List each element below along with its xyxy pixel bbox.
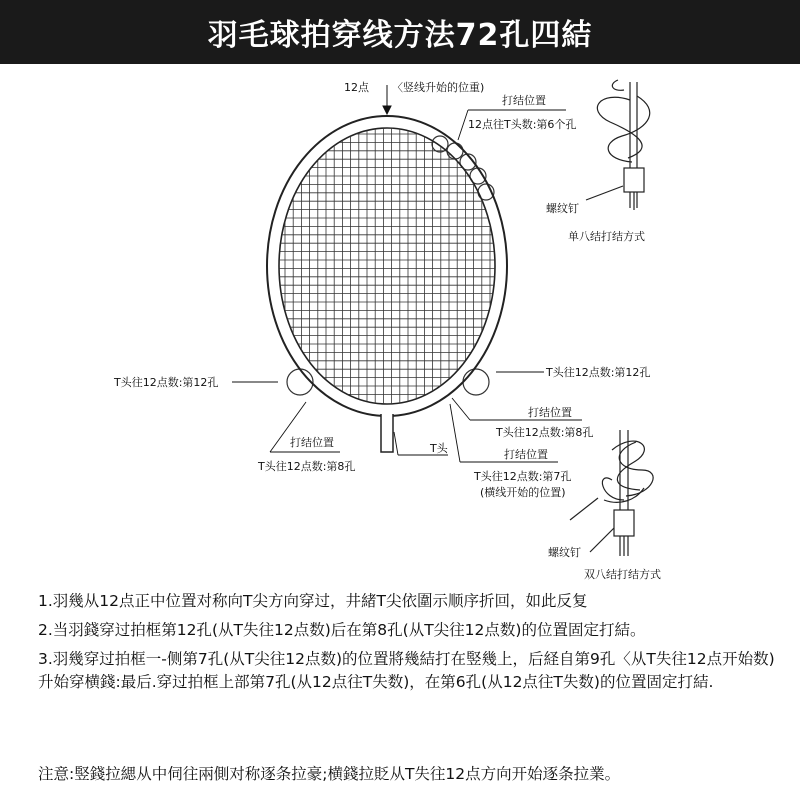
label-tie-bottom-note: (横线开始的位置) <box>480 486 566 499</box>
label-12-point: 12点 <box>344 81 369 94</box>
label-single-knot: 单八结打结方式 <box>568 230 645 243</box>
label-tie-bottom: 打结位置 <box>504 448 548 461</box>
label-screw-2: 螺纹钉 <box>548 546 581 559</box>
leader-tie-top <box>458 110 468 140</box>
label-screw-1: 螺纹钉 <box>546 202 579 215</box>
racket-head <box>267 116 507 452</box>
title-banner <box>0 0 800 64</box>
label-right-hole: T头往12点数:第12孔 <box>546 366 651 379</box>
single-knot-illustration <box>586 80 650 210</box>
page-title: 羽毛球拍穿线方法72孔四結 <box>207 18 593 53</box>
label-double-knot: 双八结打结方式 <box>584 568 661 581</box>
label-top-note: 〈竖线升始的位重) <box>392 81 485 94</box>
label-tie-right-hole: T头往12点数:第8孔 <box>496 426 594 439</box>
label-tie-left: 打结位置 <box>290 436 334 449</box>
instruction-2: 2.当羽錢穿过拍框第12孔(从T失往12点数)后在第8孔(从T尖往12点数)的位置固定打結。 <box>38 621 646 639</box>
frame-outer <box>267 116 507 416</box>
frame-inner <box>279 128 495 404</box>
instruction-1: 1.羽幾从12点正中位置对称向T尖方向穿过，井緒T尖依圍示顺序折回，如此反复 <box>38 592 588 610</box>
string-grid <box>275 120 500 410</box>
instruction-3: 3.羽幾穿过拍框一-侧第7孔(从T尖往12点数)的位置將幾結打在竪幾上，后経自第9孔〈从T失往12点开始数)升始穿横錢:最后.穿过拍框上部第7孔(从12点往T失数)，在第6孔(从12点往T失数)的位置固定打結. <box>38 650 775 691</box>
label-tie-top-hole: 12点往T头数:第6个孔 <box>468 118 577 131</box>
instructions <box>38 590 778 700</box>
label-tie-right: 打结位置 <box>528 406 572 419</box>
label-left-hole: T头往12点数:第12孔 <box>114 376 219 389</box>
label-tie-bottom-hole: T头往12点数:第7孔 <box>474 470 572 483</box>
leader-tie-bottom <box>450 404 460 462</box>
label-tie-top: 打结位置 <box>502 94 546 107</box>
label-tie-left-hole: T头往12点数:第8孔 <box>258 460 356 473</box>
label-t-head: T头 <box>430 442 448 455</box>
racket-stringing-diagram <box>0 64 800 584</box>
double-knot-illustration <box>570 430 653 556</box>
leader-t-head <box>394 432 398 455</box>
attention-note: 注意:竪錢拉緦从中伺往兩側对称逐条拉豪;横錢拉貶从T失往12点方向开始逐条拉業。 <box>38 765 621 783</box>
leader-tie-right <box>452 398 470 420</box>
top-pointer <box>383 85 391 114</box>
t-joint <box>381 414 393 452</box>
